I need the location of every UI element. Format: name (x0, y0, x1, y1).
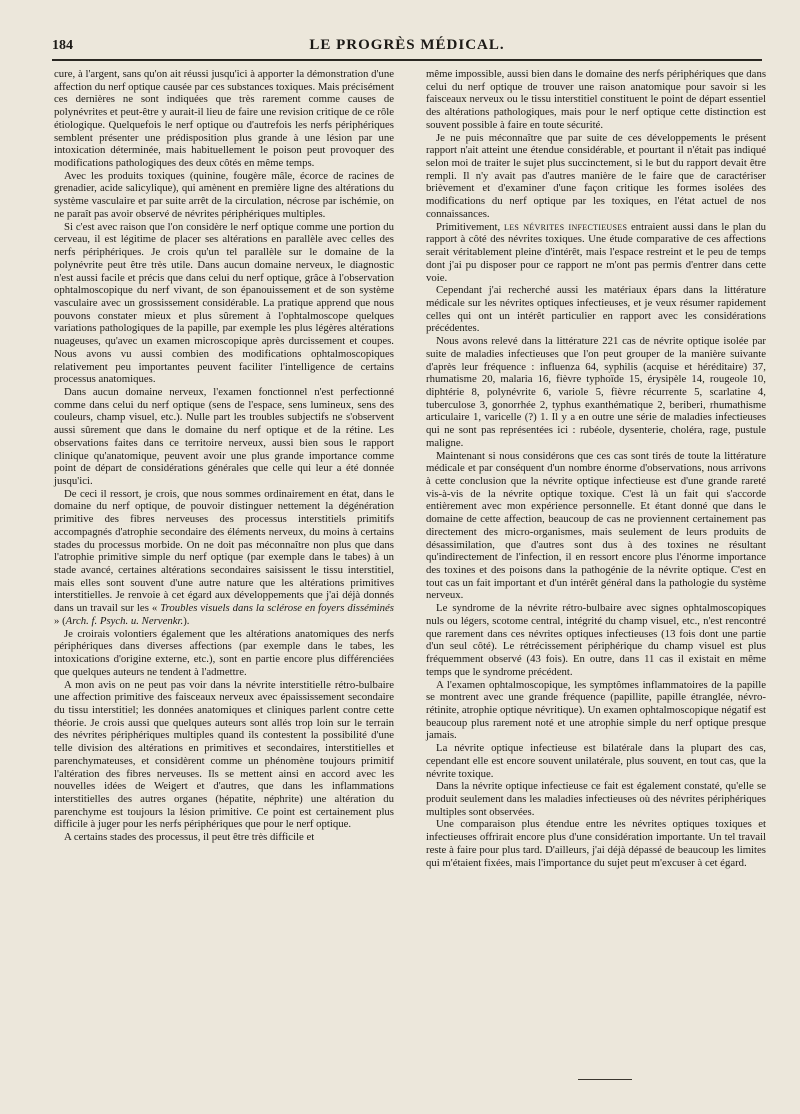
paragraph: La névrite optique infectieuse est bilatérale dans la plupart des cas, cependant elle est encore souvent unilatérale, plus souvent, en tout cas, que la névrite toxique. (426, 742, 766, 780)
journal-title: LE PROGRÈS MÉDICAL. (309, 37, 505, 53)
paragraph: même impossible, aussi bien dans le domaine des nerfs périphériques que dans celui du nerf optique de trouver une raison anatomique pour savoir si les faisceaux nerveux ou le tissu interstitiel constituent le point de départ essentiel des altérations pathologiques, mais pour le nerf optique cette distinction est souvent possible à faire en toute sécurité. (426, 68, 766, 131)
end-rule (578, 1079, 632, 1080)
paragraph: cure, à l'argent, sans qu'on ait réussi jusqu'ici à apporter la démonstration d'une affection du nerf optique causée par ces substances toxiques. Mais précisément ces dernières ne sont indiquées que très rarement comme causes de polynévrites et peut-être y aurait-il lieu de faire une revision critique de ce rôle étiologique. Quelquefois le nerf optique ou d'autrefois les nerfs périphériques semblent présenter une prédisposition plus grande à une lésion par une intoxication déterminée, mais habituellement le poison peut provoquer des modifications pathologiques des deux côtés en même temps. (54, 68, 394, 170)
cited-title: Troubles visuels dans la sclérose en foyers disséminés (160, 602, 394, 615)
paragraph-text: De ceci il ressort, je crois, que nous sommes ordinairement en état, dans le domaine du nerf optique, de pouvoir distinguer nettement la dégénération primitive des fibres nerveuses des processus interstitiels primitifs accompagnés d'atrophie secondaire des éléments nerveux, du moins à certains stades du processus morbide. On ne doit pas méconnaître non plus que dans l'atrophie primitive simple du nerf optique (par exemple dans le tabes) à un stade avancé, certaines altérations secondaires saisissent le tissu interstitiel, mais elles sont souvent d'une autre nature que les altérations primitives interstitielles. Je renvoie à cet égard aux développements que j'ai déjà donnés dans un travail sur les « (54, 487, 394, 615)
right-column (426, 68, 766, 869)
paragraph: A l'examen ophtalmoscopique, les symptômes inflammatoires de la papille se montrent avec une grande fréquence (papillite, papille étranglée, névro-rétinite, atrophie optique névritique). Un examen ophtalmoscopique négatif est beaucoup plus rarement noté et une atrophie simple du nerf optique presque jamais. (426, 678, 766, 742)
paragraph: Si c'est avec raison que l'on considère le nerf optique comme une portion du cerveau, il est légitime de placer ses altérations en parallèle avec celles des nerfs périphériques. Je crois qu'un tel parallèle sur le domaine de la polynévrite peut être très utile. Dans aucun domaine nerveux, le diagnostic n'est aussi facile et précis que dans celui du nerf optique, grâce à l'observation ophtalmoscopique du nerf vivant, de son épanouissement et de son système vasculaire avec un grossissement considérable. La pratique apprend que nous pouvons constater mieux et plus sûrement à l'ophtalmoscope quelques variations pathologiques de la papille, par exemple les plus légères altérations nuageuses, qu'avec un examen microscopique après durcissement et coupes. Nous avons vu aussi combien des modifications ophtalmoscopiques relativement peu importantes peuvent faciliter l'intelligence de certains processus anatomiques. (54, 220, 394, 386)
paragraph (426, 221, 766, 285)
page-header (52, 38, 762, 60)
paragraph-text: Primitivement, (436, 220, 505, 233)
cited-journal: Arch. f. Psych. u. Nervenkr. (65, 614, 184, 627)
paragraph: Le syndrome de la névrite rétro-bulbaire avec signes ophtalmoscopiques nuls ou légers, scotome central, intégrité du champ visuel, etc., n'est rencontré que rarement dans ces névrites optiques infectieuses (13 fois dont une partie d'un seul côté). Le rétrécissement périphérique du champ visuel est plus fréquemment observé (43 fois). En outre, dans 11 cas il existait en même temps que le syndrome précédent. (426, 602, 766, 678)
paragraph-text: ). (183, 614, 190, 627)
header-rule (52, 59, 762, 61)
paragraph: Cependant j'ai recherché aussi les matériaux épars dans la littérature médicale sur les névrites optiques infectieuses, et je veux résumer rapidement celles qui ont un intérêt particulier en rapport avec les considérations précédentes. (426, 284, 766, 335)
paragraph: Avec les produits toxiques (quinine, fougère mâle, écorce de racines de grenadier, acide salicylique), qui amènent en première ligne des altérations du système vasculaire et par suite arrêt de la circulation, nécrose par ischémie, on ne paraît pas avoir observé de névrites périphériques multiples. (54, 169, 394, 220)
paragraph-text: » ( (54, 614, 66, 627)
paragraph: Dans la névrite optique infectieuse ce fait est également constaté, qu'elle se produit seulement dans les maladies infectieuses où des névrites périphériques multiples sont observées. (426, 780, 766, 818)
paragraph: Nous avons relevé dans la littérature 221 cas de névrite optique isolée par suite de maladies infectieuses que l'on peut grouper de la manière suivante d'après leur fréquence : influenza 64, syphilis (acquise et héréditaire) 37, rhumatisme 20, malaria 16, fièvre typhoïde 15, érysipèle 14, rougeole 10, diphtérie 8, polynévrite 6, variole 5, fièvre récurrente 5, scarlatine 4, tuberculose 3, gonorrhée 2, typhus exanthématique 2, beriberi, rhumathisme articulaire 1, varicelle (?) 1. Il y a en outre une série de maladies infectieuses qui ne sont pas représentées ici : rubéole, dysenterie, choléra, rage, pustule maligne. (426, 335, 766, 449)
paragraph (54, 488, 394, 628)
paragraph: A certains stades des processus, il peut être très difficile et (64, 831, 315, 844)
section-term: les névrites infectieuses (504, 220, 628, 233)
paragraph: Maintenant si nous considérons que ces cas sont tirés de toute la littérature médicale et par conséquent d'un nombre énorme d'observations, nous arrivons à cette conclusion que la névrite optique infectieuse est d'une grande rareté vis-à-vis de la névrite optique toxique. C'est là un fait qui s'accorde entièrement avec mon expérience personnelle. Et étant donné que dans le domaine de cette affection, beaucoup de cas ne proviennent certainement pas directement des micro-organismes, mais seulement de leurs produits de désassimilation, que d'autres sont dus à des toxines ne résultant qu'indirectement de l'infection, il en ressort encore plus l'énorme importance des toxines et des poisons dans la pathogénie de la névrite optique. C'est en tout cas un fait important et d'un intérêt général dans la pathologie du système nerveux. (426, 449, 766, 602)
paragraph: Je croirais volontiers également que les altérations anatomiques des nerfs périphériques dans diverses affections (par exemple dans le tabes, les intoxications d'origine externe, etc.), sont en partie encore plus différenciées que quelques auteurs ne tendent à l'admettre. (54, 627, 394, 678)
paragraph-text: entraient aussi dans le plan du rapport à côté des névrites toxiques. Une étude comparative de ces affections serait véritablement pleine d'intérêt, mais l'espace restreint et le peu de temps dont j'ai pu disposer pour ce rapport ne m'ont pas permis d'entrer dans cette voie. (426, 220, 767, 284)
left-column (54, 68, 394, 844)
paragraph: A mon avis on ne peut pas voir dans la névrite interstitielle rétro-bulbaire une affection primitive des faisceaux nerveux avec épaississement secondaire du tissu interstitiel; les données anatomiques et cliniques parlent contre cette théorie. Je crois aussi que quelques auteurs sont allés trop loin sur le terrain des névrites périphériques multiples quand ils contestent la possibilité d'une telle division des altérations en primitives et secondaires, interstitielles et parenchymateuses, et considèrent comme un phénomène toujours primitif l'altération des fibres nerveuses. Ils se mettent ainsi en accord avec les nouvelles idées de Weigert et d'autres, que dans les inflammations interstitielles des autres organes (hépatite, néphrite) une altération du parenchyme est toujours la lésion primitive. Ce point est certainement plus difficile à juger pour les nerfs périphériques que pour le nerf optique. (54, 678, 394, 831)
paragraph: Une comparaison plus étendue entre les névrites optiques toxiques et infectieuses offrirait encore plus d'une considération importante. Un tel travail reste à faire pour plus tard. D'ailleurs, j'ai déjà dépassé de beaucoup les limites qui m'étaient fixées, mais l'importance du sujet peut m'excuser à cet égard. (426, 818, 766, 869)
page-number: 184 (52, 38, 73, 53)
paragraph: Je ne puis méconnaître que par suite de ces développements le présent rapport n'ait atteint une étendue considérable, et pourtant il n'était pas indiqué selon moi de traiter le sujet plus succinctement, si le but du rapport devait être rempli. Il n'y avait pas d'autres manière de le faire que de caractériser brièvement et d'examiner d'une façon critique les formes isolées des modifications du nerf optique par les toxiques, en l'état actuel de nos connaissances. (426, 131, 766, 220)
paragraph: Dans aucun domaine nerveux, l'examen fonctionnel n'est perfectionné comme dans celui du nerf optique (sens de l'espace, sens lumineux, sens des couleurs, champ visuel, etc.). Nulle part les troubles subjectifs ne s'observent aussi sûrement que dans le domaine du nerf optique et de la rétine. Les observations faites dans ce territoire nerveux, aussi bien sous le rapport clinique qu'anatomique, peuvent avoir une plus grande importance comme point de départ de considérations générales que celle qui leur a été donnée jusqu'ici. (54, 385, 394, 487)
